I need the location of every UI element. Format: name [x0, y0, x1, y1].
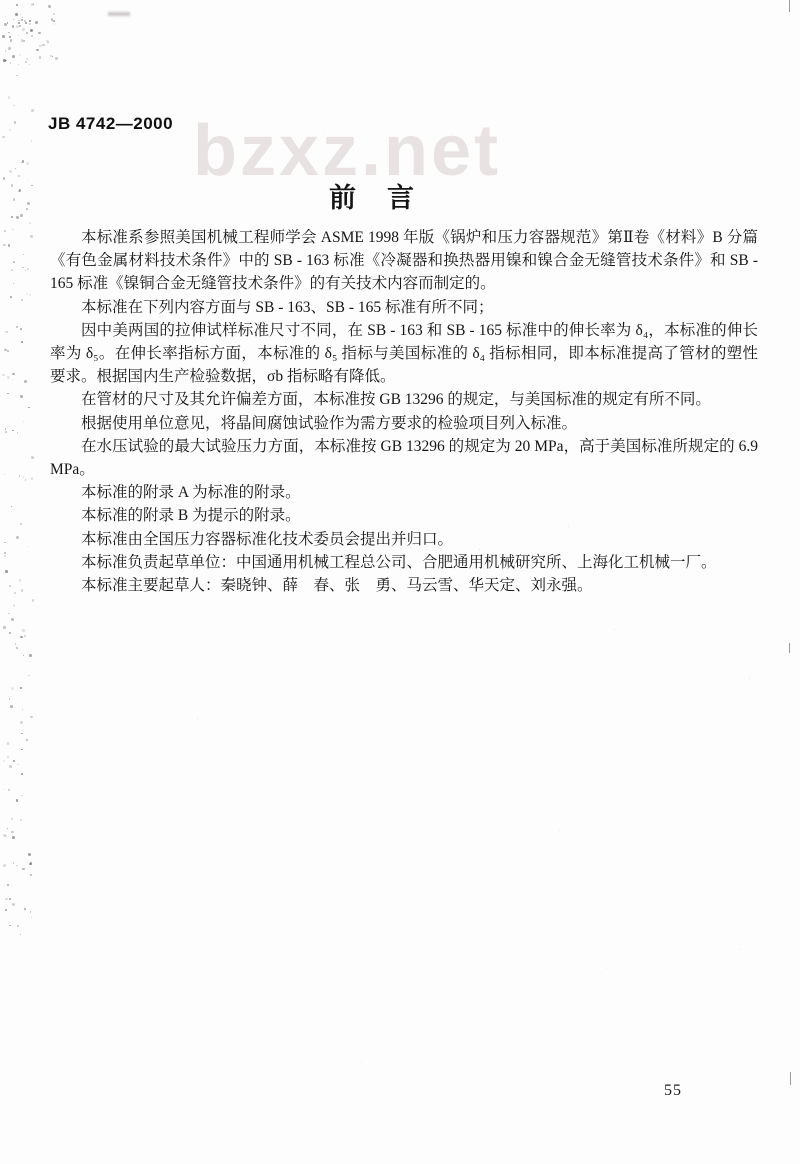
- paragraph: 本标准系参照美国机械工程师学会 ASME 1998 年版《锅炉和压力容器规范》第Ⅱ卷《材料》B 分篇《有色金属材料技术条件》中的 SB - 163 标准《冷凝器和换热器用镍和镍合金无缝管技术条件》和 SB - 165 标准《镍铜合金无缝管技术条件》的有关技术内容而制定的。: [50, 229, 758, 293]
- paragraph: 本标准的附录 B 为提示的附录。: [81, 507, 301, 525]
- scan-edge-tick: [789, 0, 790, 12]
- scan-edge-tick: [790, 1072, 791, 1085]
- paragraph: 在水压试验的最大试验压力方面，本标准按 GB 13296 的规定为 20 MPa，高于美国标准所规定的 6.9 MPa。: [50, 437, 758, 479]
- watermark: bzxz.net: [193, 111, 502, 191]
- paragraph: 在管材的尺寸及其允许偏差方面，本标准按 GB 13296 的规定，与美国标准的规定有所不同。: [81, 391, 711, 409]
- standard-number: JB 4742—2000: [48, 114, 174, 133]
- paragraph: 根据使用单位意见，将晶间腐蚀试验作为需方要求的检验项目列入标准。: [81, 414, 578, 432]
- paragraph: 本标准的附录 A 为标准的附录。: [81, 484, 301, 502]
- paragraph: 本标准负责起草单位：中国通用机械工程总公司、合肥通用机械研究所、上海化工机械一厂。: [81, 553, 717, 571]
- paragraph: 本标准由全国压力容器标准化技术委员会提出并归口。: [81, 530, 454, 548]
- page-title: 前 言: [329, 183, 416, 213]
- page-number: 55: [664, 1082, 682, 1099]
- foreword-body: [50, 226, 758, 597]
- paragraph: 本标准在下列内容方面与 SB - 163、SB - 165 标准有所不同；: [81, 298, 494, 316]
- scan-edge-tick: [789, 643, 790, 653]
- paragraph: 因中美两国的拉伸试样标准尺寸不同，在 SB - 163 和 SB - 165 标准中的伸长率为 δ₄，本标准的伸长率为 δ₅。在伸长率指标方面，本标准的 δ₅ 指标与美国标准的 δ₄ 指标相同，即本标准提高了管材的塑性要求。根据国内生产检验数据，σb 指标略有降低。: [50, 321, 758, 386]
- scan-smudge: [108, 12, 130, 16]
- paragraph: 本标准主要起草人：秦晓钟、薛 春、张 勇、马云雪、华天定、刘永强。: [81, 577, 593, 595]
